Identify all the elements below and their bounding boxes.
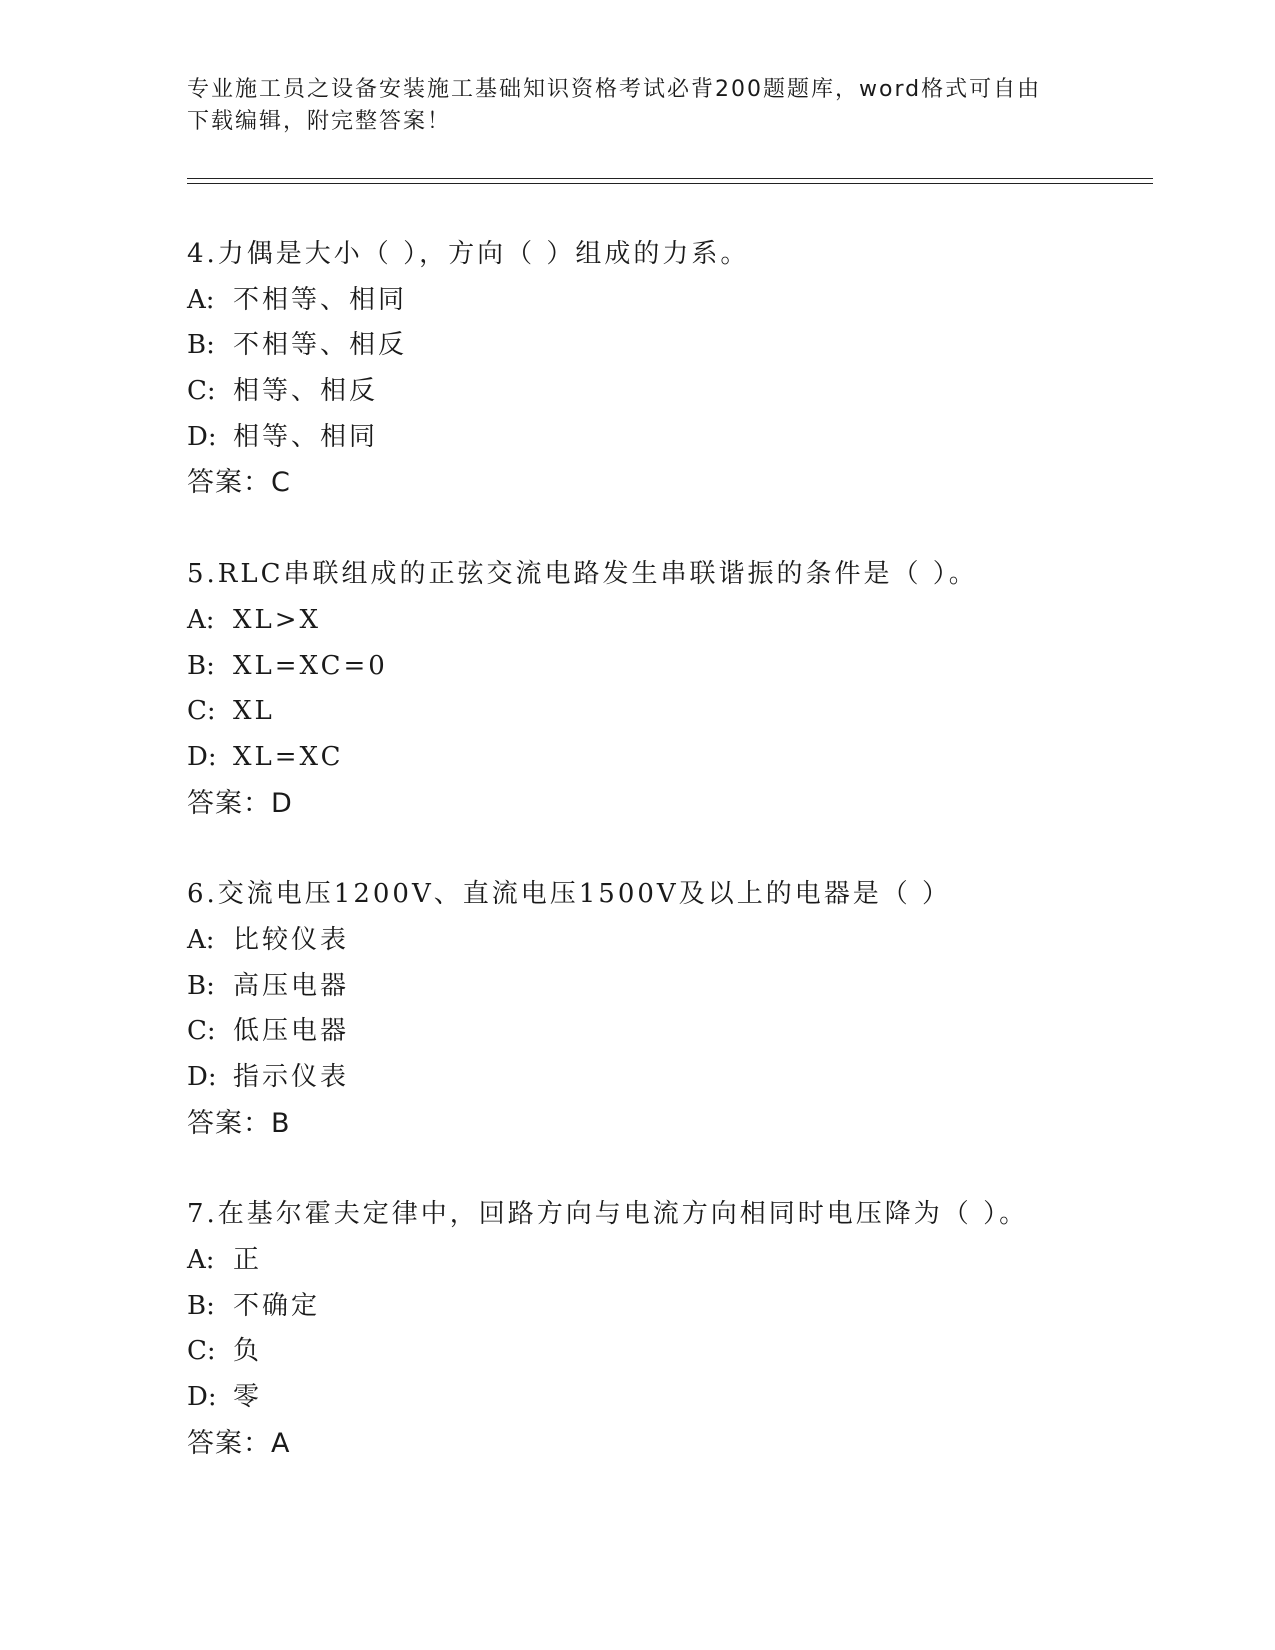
question-6 [187, 872, 1147, 1146]
option-c [187, 689, 1147, 735]
option-text: 相等、相反 [233, 376, 379, 407]
header-line-1: 专业施工员之设备安装施工基础知识资格考试必背200题题库，word格式可自由 [187, 77, 1042, 102]
question-7 [187, 1192, 1147, 1466]
option-d [187, 1375, 1147, 1421]
option-key: D: [187, 1382, 217, 1413]
option-key: C: [187, 1336, 216, 1367]
question-stem: 4.力偶是大小（ ），方向（ ）组成的力系。 [187, 239, 750, 269]
question-stem: 5.RLC串联组成的正弦交流电路发生串联谐振的条件是（ ）。 [187, 559, 978, 590]
option-key: C: [187, 1016, 216, 1047]
question-5 [187, 552, 1147, 826]
question-list [187, 232, 1147, 1513]
option-key: C: [187, 376, 216, 407]
option-key: A: [187, 1245, 215, 1276]
option-key: A: [187, 284, 215, 315]
option-text: 正 [233, 1245, 263, 1276]
option-d [187, 735, 1147, 781]
option-text: XL=XC [233, 741, 344, 772]
option-a [187, 598, 1147, 644]
option-text: 指示仪表 [233, 1062, 350, 1092]
option-key: D: [187, 421, 217, 452]
option-a [187, 278, 1147, 324]
option-a [187, 918, 1147, 964]
document-header [187, 74, 1067, 138]
option-key: B: [187, 330, 215, 361]
header-line-2: 下载编辑，附完整答案！ [187, 109, 452, 134]
option-d [187, 1055, 1147, 1101]
option-text: XL=XC=0 [233, 650, 388, 681]
option-b [187, 323, 1147, 369]
header-divider-bottom [187, 183, 1153, 184]
option-key: C: [187, 696, 216, 727]
option-text: XL [233, 696, 275, 727]
option-d [187, 415, 1147, 461]
question-stem: 6.交流电压1200V、直流电压1500V及以上的电器是（ ） [187, 879, 951, 910]
question-stem: 7.在基尔霍夫定律中，回路方向与电流方向相同时电压降为（ ）。 [187, 1199, 1029, 1230]
answer-line: 答案：A [187, 1427, 291, 1459]
option-key: B: [187, 970, 215, 1001]
option-text: 低压电器 [233, 1016, 350, 1047]
option-text: 不相等、相反 [233, 330, 408, 361]
question-4 [187, 232, 1147, 506]
option-text: 零 [233, 1382, 263, 1413]
option-key: A: [187, 924, 215, 955]
option-key: D: [187, 1062, 217, 1092]
option-key: B: [187, 1290, 215, 1321]
answer-line: 答案：C [187, 467, 291, 499]
option-text: XL>X [233, 604, 322, 635]
option-text: 不相等、相同 [233, 284, 408, 315]
option-text: 相等、相同 [233, 421, 379, 452]
option-b [187, 964, 1147, 1010]
option-c [187, 1329, 1147, 1375]
option-text: 高压电器 [233, 970, 350, 1001]
option-b [187, 1284, 1147, 1330]
option-key: B: [187, 650, 215, 681]
header-divider-top [187, 178, 1153, 179]
option-key: A: [187, 604, 215, 635]
option-b [187, 644, 1147, 690]
option-text: 比较仪表 [233, 924, 350, 955]
option-c [187, 369, 1147, 415]
option-text: 不确定 [233, 1290, 321, 1321]
option-text: 负 [233, 1336, 263, 1367]
option-c [187, 1009, 1147, 1055]
answer-line: 答案：B [187, 1107, 291, 1139]
option-key: D: [187, 741, 217, 772]
answer-line: 答案：D [187, 787, 293, 819]
option-a [187, 1238, 1147, 1284]
